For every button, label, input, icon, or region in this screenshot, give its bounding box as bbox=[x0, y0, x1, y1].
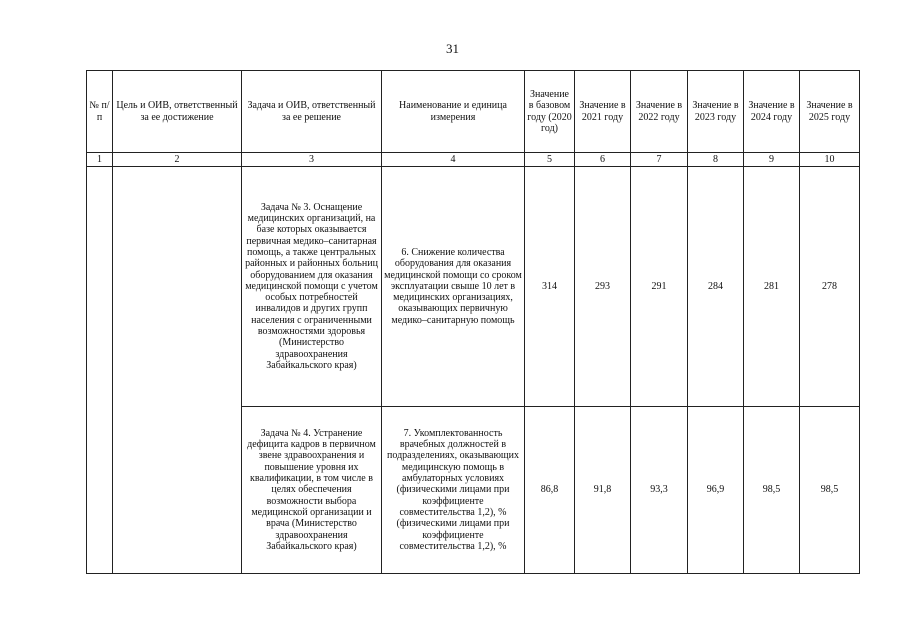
header-2025: Значение в 2025 году bbox=[800, 71, 860, 153]
column-number: 1 bbox=[87, 153, 113, 167]
value-base-year: 86,8 bbox=[525, 407, 575, 574]
header-base-year: Значение в базовом году (2020 год) bbox=[525, 71, 575, 153]
value-base-year: 314 bbox=[525, 167, 575, 407]
value-2023: 284 bbox=[688, 167, 744, 407]
page-number: 31 bbox=[446, 41, 459, 56]
value-2023: 96,9 bbox=[688, 407, 744, 574]
column-number: 7 bbox=[631, 153, 688, 167]
value-2024: 281 bbox=[744, 167, 800, 407]
column-number-row bbox=[87, 153, 860, 167]
column-number: 4 bbox=[382, 153, 525, 167]
header-2021: Значение в 2021 году bbox=[575, 71, 631, 153]
column-number: 9 bbox=[744, 153, 800, 167]
value-2021: 293 bbox=[575, 167, 631, 407]
column-number: 8 bbox=[688, 153, 744, 167]
header-indicator: Наименование и единица измерения bbox=[382, 71, 525, 153]
column-number: 3 bbox=[242, 153, 382, 167]
column-number: 2 bbox=[113, 153, 242, 167]
column-number: 5 bbox=[525, 153, 575, 167]
header-2024: Значение в 2024 году bbox=[744, 71, 800, 153]
table-row bbox=[87, 167, 860, 407]
header-task: Задача и ОИВ, ответственный за ее решение bbox=[242, 71, 382, 153]
value-2024: 98,5 bbox=[744, 407, 800, 574]
task-cell: Задача № 4. Устранение дефицита кадров в первичном звене здравоохранения и повышение уровня их квалификации, в том числе в целях обеспечения возможности выбора медицинской организации и врача (Министерство здравоохранения Забайкальского края) bbox=[242, 407, 382, 574]
table-header-row bbox=[87, 71, 860, 153]
header-2023: Значение в 2023 году bbox=[688, 71, 744, 153]
header-2022: Значение в 2022 году bbox=[631, 71, 688, 153]
indicator-cell: 6. Снижение количества оборудования для оказания медицинской помощи со сроком эксплуатации свыше 10 лет в медицинских организациях, оказывающих первичную медико–санитарную помощь bbox=[382, 167, 525, 407]
value-2025: 98,5 bbox=[800, 407, 860, 574]
value-2025: 278 bbox=[800, 167, 860, 407]
task-cell: Задача № 3. Оснащение медицинских организаций, на базе которых оказывается первичная медико–санитарная помощь, а также центральных районных и районных больниц оборудованием для оказания медицинской помощи с учетом особых потребностей инвалидов и других групп населения с ограниченными возможностями здоровья (Министерство здравоохранения Забайкальского края) bbox=[242, 167, 382, 407]
header-num: № п/п bbox=[87, 71, 113, 153]
indicators-table bbox=[86, 70, 860, 574]
indicator-cell: 7. Укомплектованность врачебных должностей в подразделениях, оказывающих медицинскую помощь в амбулаторных условиях (физическими лицами при коэффициенте совместительства 1,2), % (физическими лицами при коэффициенте совместительства 1,2), % bbox=[382, 407, 525, 574]
value-2022: 93,3 bbox=[631, 407, 688, 574]
column-number: 6 bbox=[575, 153, 631, 167]
goal-cell bbox=[113, 167, 242, 574]
value-2021: 91,8 bbox=[575, 407, 631, 574]
row-num-cell bbox=[87, 167, 113, 574]
header-goal: Цель и ОИВ, ответственный за ее достижение bbox=[113, 71, 242, 153]
column-number: 10 bbox=[800, 153, 860, 167]
value-2022: 291 bbox=[631, 167, 688, 407]
